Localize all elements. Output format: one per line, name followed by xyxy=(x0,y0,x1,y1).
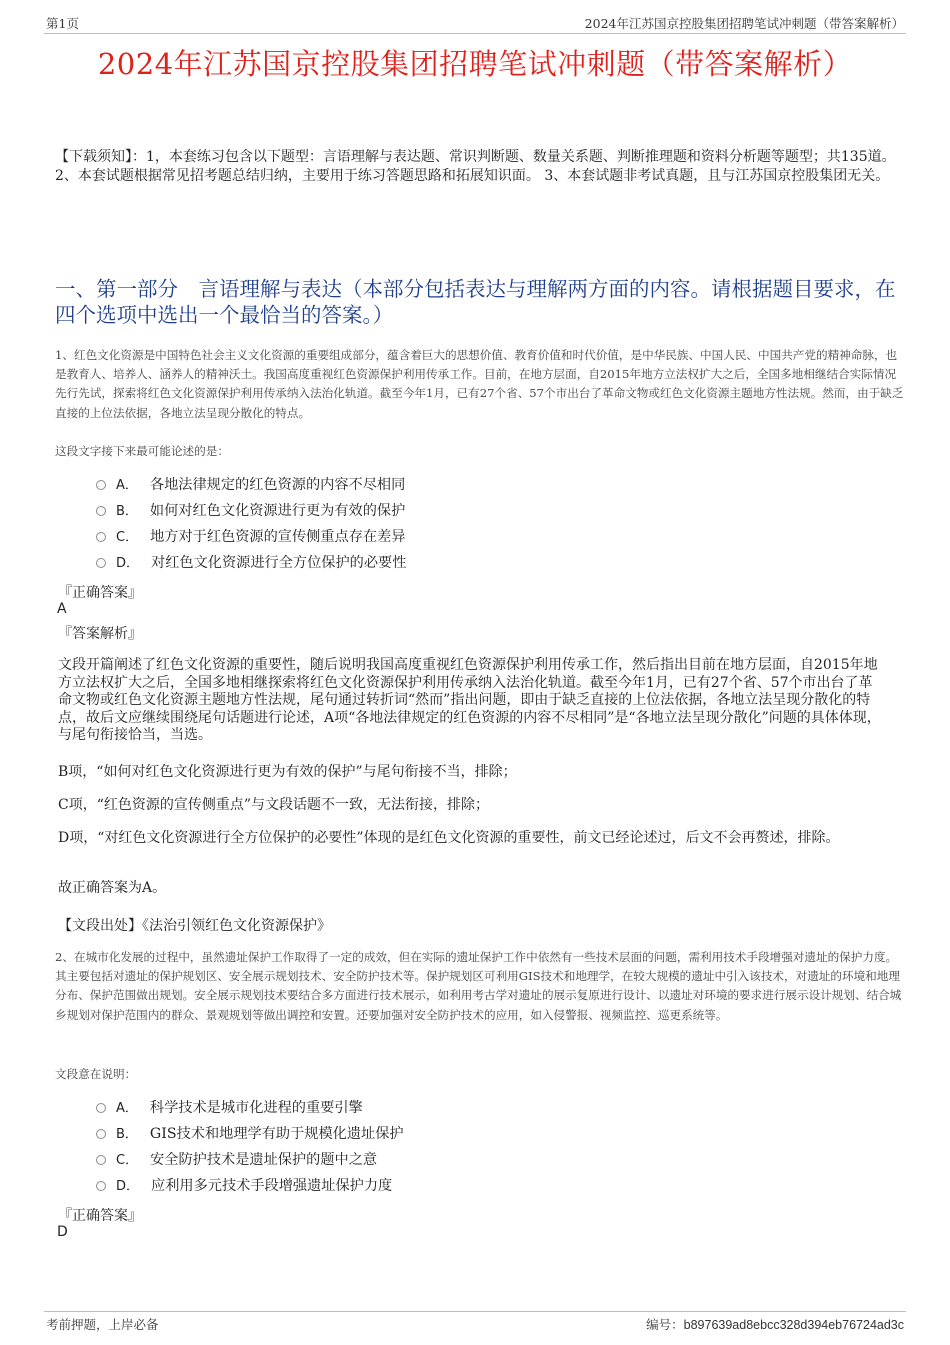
radio-icon[interactable] xyxy=(96,558,106,568)
page-title: 2024年江苏国京控股集团招聘笔试冲刺题（带答案解析） xyxy=(97,47,853,81)
correct-answer-label: 『正确答案』 xyxy=(58,585,142,601)
q1-analysis-b: B项，“如何对红色文化资源进行更为有效的保护”与尾句衔接不当，排除； xyxy=(58,764,517,780)
radio-icon[interactable] xyxy=(96,1103,106,1113)
q2-option-c[interactable]: C． 安全防护技术是遗址保护的题中之意 xyxy=(96,1149,377,1171)
correct-answer-label-2: 『正确答案』 xyxy=(58,1208,142,1224)
header-divider xyxy=(44,33,906,34)
radio-icon[interactable] xyxy=(96,532,106,542)
q1-option-a[interactable]: A． 各地法律规定的红色资源的内容不尽相同 xyxy=(96,474,405,496)
footer-code xyxy=(646,1315,904,1333)
footer-code-value: b897639ad8ebcc328d394eb76724ad3c xyxy=(683,1318,904,1332)
q1-conclusion: 故正确答案为A。 xyxy=(58,880,167,896)
q1-option-d[interactable]: D． 对红色文化资源进行全方位保护的必要性 xyxy=(96,552,406,574)
radio-icon[interactable] xyxy=(96,1181,106,1191)
q2-answer: D xyxy=(57,1224,68,1240)
q1-analysis-d: D项，“对红色文化资源进行全方位保护的必要性”体现的是红色文化资源的重要性，前文已经论述过，后文不会再赘述，排除。 xyxy=(58,830,840,846)
q1-source: 【文段出处】《法治引领红色文化资源保护》 xyxy=(58,918,331,934)
footer-slogan: 考前押题，上岸必备 xyxy=(46,1317,159,1332)
q1-analysis-c: C项，“红色资源的宣传侧重点”与文段话题不一致，无法衔接，排除； xyxy=(58,797,490,813)
question-1-prompt: 这段文字接下来最可能论述的是： xyxy=(55,444,229,458)
radio-icon[interactable] xyxy=(96,1155,106,1165)
q2-option-b[interactable]: B． GIS技术和地理学有助于规模化遗址保护 xyxy=(96,1123,404,1145)
question-2-prompt: 文段意在说明： xyxy=(55,1067,137,1081)
q1-option-b[interactable]: B． 如何对红色文化资源进行更为有效的保护 xyxy=(96,500,405,522)
footer-divider xyxy=(44,1311,906,1312)
radio-icon[interactable] xyxy=(96,1129,106,1139)
download-notice: 【下载须知】：1，本套练习包含以下题型：言语理解与表达题、常识判断题、数量关系题、判断推理题和资料分析题等题型；共135道。 2、本套试题根据常见招考题总结归纳，主要用于练习答题思路和拓展知识面。 3、本套试题非考试真题，且与江苏国京控股集团无关。 xyxy=(55,149,896,184)
radio-icon[interactable] xyxy=(96,506,106,516)
radio-icon[interactable] xyxy=(96,480,106,490)
q1-answer: A xyxy=(57,601,67,617)
footer-code-label: 编号： xyxy=(646,1317,684,1332)
q1-analysis-main: 文段开篇阐述了红色文化资源的重要性，随后说明我国高度重视红色资源保护利用传承工作，然后指出目前在地方层面，自2015年地方立法权扩大之后，全国多地相继探索将红色文化资源保护利用传承纳入法治化轨道。截至今年1月，已有27个省、57个市出台了革命文物或红色文化资源主题地方性法规，尾句通过转折词“然而”指出问题，即由于缺乏直接的上位法依据，各地立法呈现分散化的特点，故后文应继续围绕尾句话题进行论述，A项“各地法律规定的红色资源的内容不尽相同”是“各地立法呈现分散化”问题的具体体现，与尾句衔接恰当，当选。 xyxy=(58,657,881,743)
q2-option-d[interactable]: D． 应利用多元技术手段增强遗址保护力度 xyxy=(96,1175,392,1197)
answer-analysis-label: 『答案解析』 xyxy=(58,626,142,642)
question-1-text: 1、红色文化资源是中国特色社会主义文化资源的重要组成部分，蕴含着巨大的思想价值、教育价值和时代价值，是中华民族、中国人民、中国共产党的精神命脉，也是教育人、培养人、涵养人的精神沃土。我国高度重视红色资源保护利用传承工作。目前，在地方层面，自2015年地方立法权扩大之后，全国多地相继结合实际情况先行先试，探索将红色文化资源保护利用传承纳入法治化轨道。截至今年1月，已有27个省、57个市出台了革命文物或红色文化资源主题地方性法规。然而，由于缺乏直接的上位法依据，各地立法呈现分散化的特点。 xyxy=(55,348,904,420)
q1-option-c[interactable]: C． 地方对于红色资源的宣传侧重点存在差异 xyxy=(96,526,405,548)
page-number: 第1页 xyxy=(46,16,79,31)
header-doc-title: 2024年江苏国京控股集团招聘笔试冲刺题（带答案解析） xyxy=(584,16,904,31)
q2-option-a[interactable]: A． 科学技术是城市化进程的重要引擎 xyxy=(96,1097,363,1119)
question-2-text: 2、在城市化发展的过程中，虽然遗址保护工作取得了一定的成效，但在实际的遗址保护工作中依然有一些技术层面的问题，需利用技术手段增强对遗址的保护力度。其主要包括对遗址的保护规划区、安全展示规划技术、安全防护技术等。保护规划区可利用GIS技术和地理学，在较大规模的遗址中引入该技术，对遗址的环境和地理分布、保护范围做出规划。安全展示规划技术要结合多方面进行技术展示，如利用考古学对遗址的展示复原进行设计、以遗址对环境的要求进行展示设计规划、结合城乡规划对保护范围内的群众、景观规划等做出调控和安置。还要加强对安全防护技术的应用，如入侵警报、视频监控、巡更系统等。 xyxy=(55,950,902,1022)
section-heading: 一、第一部分 言语理解与表达（本部分包括表达与理解两方面的内容。请根据题目要求，在四个选项中选出一个最恰当的答案。） xyxy=(55,277,896,327)
